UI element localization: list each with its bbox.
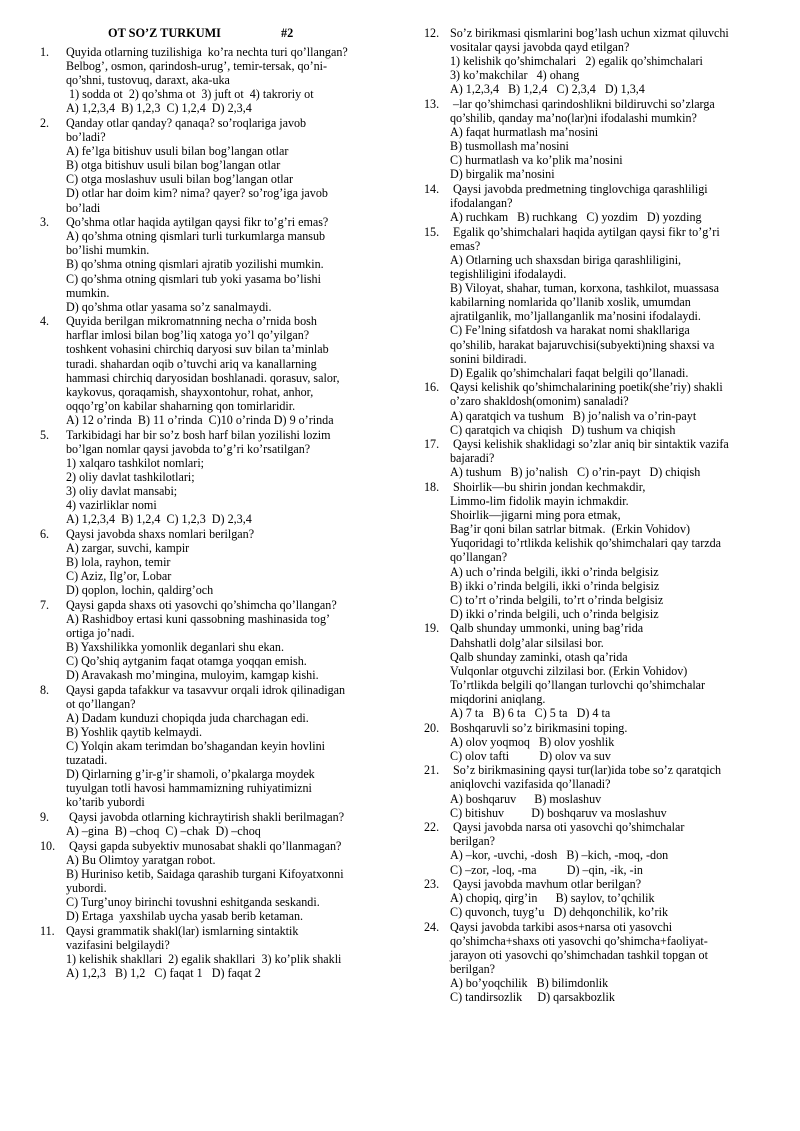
question-text-line: 2) oliy davlat tashkilotlari; (66, 469, 195, 484)
question-text-line: Bag’ir qoni bilan satrlar bitmak. (Erkin Vohidov) (450, 522, 691, 537)
question-text-line: o’zaro shakldosh(omonim) sanaladi? (450, 394, 629, 409)
question-text-line: sonini bildiradi. (450, 351, 527, 366)
question-1 (40, 45, 386, 115)
question-text-line: 1) xalqaro tashkilot nomlari; (66, 455, 205, 470)
question-number: 3. (40, 215, 50, 230)
question-number: 19. (424, 621, 440, 636)
question-text-line: vazifasini belgilaydi? (66, 937, 170, 952)
answer-options-line: B) Viloyat, shahar, tuman, korxona, tashkilot, muassasa (450, 281, 719, 296)
answer-options-line: B) lola, rayhon, temir (66, 554, 171, 569)
answer-options-line: D) otlar har doim kim? nima? qayer? so’rog’iga javob (66, 186, 328, 201)
question-body (66, 527, 386, 597)
question-text-line: qo’llangan? (450, 550, 508, 565)
answer-options-line: C) Aziz, Ilg’or, Lobar (66, 568, 172, 583)
question-19 (424, 621, 776, 720)
question-text-line: berilgan? (450, 962, 495, 977)
answer-options-line: A) –gina B) –choq C) –chak D) –choq (66, 824, 261, 839)
left-question-list (40, 45, 386, 980)
question-2 (40, 116, 386, 215)
question-body (66, 116, 386, 215)
answer-options-line: A) qaratqich va tushum B) jo’nalish va o’rin-payt (450, 408, 697, 423)
question-number: 4. (40, 314, 50, 329)
question-text-line: Qaysi kelishik shaklidagi so’zlar aniq bir sintaktik vazifa (450, 437, 729, 452)
answer-options-line: A) Rashidboy ertasi kuni qassobning mashinasida tog’ (66, 611, 331, 626)
answer-options-line: B) Huriniso ketib, Saidaga qarashib turgani Kifoyatxonni (66, 866, 344, 881)
answer-options-line: C) to’rt o’rinda belgili, to’rt o’rinda belgisiz (450, 592, 664, 607)
question-13 (424, 97, 776, 182)
answer-options-line: D) qo’shma otlar yasama so’z sanalmaydi. (66, 299, 272, 314)
question-text-line: 1) kelishik qo’shimchalari 2) egalik qo’shimchalari (450, 54, 703, 69)
question-text-line: Vulqonlar otguvchi zilzilasi bor. (Erkin Vohidov) (450, 663, 688, 678)
question-text-line: Shoirlik—jigarni ming pora etmak, (450, 508, 621, 523)
question-number: 18. (424, 480, 440, 494)
question-text-line: Qaysi javobda shaxs nomlari berilgan? (66, 526, 255, 541)
question-text-line: emas? (450, 238, 481, 253)
question-body (450, 225, 776, 380)
question-text-line: qo’shilib, qanday ma’no(lar)ni ifodalashi mumkin? (450, 111, 697, 126)
question-body (66, 428, 386, 527)
question-text-line: 1) kelishik shakllari 2) egalik shakllari 3) ko’plik shakli (66, 952, 342, 966)
answer-options-line: A) 7 ta B) 6 ta C) 5 ta D) 4 ta (450, 706, 611, 720)
answer-options-line: C) hurmatlash va ko’plik ma’nosini (450, 153, 623, 168)
question-body (450, 97, 776, 182)
question-text-line: berilgan? (450, 834, 495, 849)
question-number: 20. (424, 720, 440, 735)
answer-options-line: A) faqat hurmatlash ma’nosini (450, 125, 599, 140)
question-16 (424, 380, 776, 436)
question-22 (424, 820, 776, 876)
answer-options-line: A) olov yoqmoq B) olov yoshlik (450, 734, 615, 749)
question-text-line: qo’shilib, harakat bajaruvchisi(subyekti)ning shaxsi va (450, 337, 715, 352)
question-21 (424, 763, 776, 819)
answer-options-line: D) Qirlarning g’ir-g’ir shamoli, o’pkalarga moydek (66, 767, 315, 782)
question-text-line: –lar qo’shimchasi qarindoshlikni bildiruvchi so’zlarga (450, 96, 715, 111)
question-text-line: Qalb shunday ummonki, uning bag’rida (450, 621, 644, 636)
question-text-line: yubordi. (66, 881, 107, 896)
answer-options-line: C) Qo’shiq aytganim faqat otamga yoqqan emish. (66, 654, 307, 669)
question-text-line: Qalb shunday zaminki, otash qa’rida (450, 649, 628, 664)
answer-options-line: A) 1,2,3,4 B) 1,2,4 C) 1,2,3 D) 2,3,4 (66, 512, 252, 527)
question-body (450, 621, 776, 720)
question-body (450, 480, 776, 621)
question-body (450, 437, 776, 479)
answer-options-line: C) Turg’unoy birinchi tovushni eshitganda seskandi. (66, 895, 320, 910)
answer-options-line: B) qo’shma otning qismlari ajratib yozilishi mumkin. (66, 257, 324, 272)
question-text-line: Qaysi gapda shaxs oti yasovchi qo’shimcha qo’llangan? (66, 597, 337, 612)
answer-options-line: B) Yoshlik qaytib kelmaydi. (66, 725, 203, 739)
question-text-line: 3) ko’makchilar 4) ohang (450, 68, 580, 83)
answer-options-line: A) qo’shma otning qismlari turli turkumlarga mansub (66, 229, 326, 244)
question-text-line: aniqlovchi vazifasida qo’llanadi? (450, 777, 611, 792)
question-text-line: Qo’shma otlar haqida aytilgan qaysi fikr to’g’ri emas? (66, 215, 329, 230)
answer-options-line: A) chopiq, qirg’in B) saylov, to’qchilik (450, 891, 655, 906)
question-text-line: mumkin. (66, 285, 110, 300)
question-text-line: So’z birikmasi qismlarini bog’lash uchun xizmat qiluvchi (450, 26, 729, 40)
answer-options-line: A) 1,2,3 B) 1,2 C) faqat 1 D) faqat 2 (66, 966, 261, 981)
question-text-line: Quyida otlarning tuzilishiga ko’ra nechta turi qo’llangan? (66, 45, 348, 59)
question-number: 13. (424, 96, 440, 111)
question-number: 11. (40, 923, 55, 938)
left-column (40, 26, 386, 981)
question-text-line: Qaysi gapda subyektiv munosabat shakli qo’llanmagan? (66, 838, 342, 853)
question-text-line: Qaysi gapda tafakkur va tasavvur orqali idrok qilinadigan (66, 682, 346, 697)
answer-options-line: D) Aravakash mo’mingina, muloyim, kamgap kishi. (66, 668, 319, 683)
question-text-line: Qaysi javobda predmetning tinglovchiga qarashliligi (450, 182, 708, 197)
document-title (108, 26, 386, 41)
question-6 (40, 527, 386, 597)
answer-options-line: D) ikki o’rinda belgili, uch o’rinda belgisiz (450, 606, 659, 621)
question-text-line: qo’shni, tustovuq, daraxt, aka-uka (66, 73, 230, 88)
question-text-line: bo’lishi mumkin. (66, 243, 150, 258)
answer-options-line: C) qo’shma otning qismlari tub yoki yasama bo’lishi (66, 271, 321, 286)
question-text-line: bo’lgan nomlar qaysi javobda to’g’ri ko’rsatilgan? (66, 441, 311, 456)
question-body (66, 215, 386, 314)
question-number: 5. (40, 427, 50, 442)
right-column (424, 26, 776, 1005)
question-text-line: jarayon oti yasovchi qo’shimchadan tashkil topgan ot (450, 948, 708, 963)
question-number: 7. (40, 597, 50, 612)
question-24 (424, 920, 776, 1005)
question-text-line: Limmo-lim fidolik mayin ichmakdir. (450, 494, 629, 509)
answer-options-line: A) 1,2,3,4 B) 1,2,4 C) 2,3,4 D) 1,3,4 (450, 82, 645, 97)
question-text-line: Qaysi kelishik qo’shimchalarining poetik(she’riy) shakli (450, 380, 723, 395)
answer-options-line: C) –zor, -loq, -ma D) –qin, -ik, -in (450, 862, 643, 877)
answer-options-line: A) 12 o’rinda B) 11 o’rinda C)10 o’rinda D) 9 o’rinda (66, 412, 334, 427)
answer-options-line: A) ruchkam B) ruchkang C) yozdim D) yozding (450, 210, 702, 225)
question-number: 14. (424, 182, 440, 197)
question-body (66, 45, 386, 115)
answer-options-line: C) otga moslashuv usuli bilan bog’langan otlar (66, 172, 294, 187)
answer-options-line: C) quvonch, tuyg’u D) dehqonchilik, ko’rik (450, 905, 668, 920)
question-text-line: bo’ladi (66, 200, 101, 215)
answer-options-line: D) qoplon, lochin, qaldirg’och (66, 583, 214, 598)
question-text-line: 4) vazirliklar nomi (66, 498, 157, 512)
question-text-line: Qaysi javobda mavhum otlar berilgan? (450, 877, 642, 892)
question-8 (40, 683, 386, 810)
question-text-line: bajaradi? (450, 451, 495, 466)
question-text-line: Qaysi javobda tarkibi asos+narsa oti yasovchi (450, 919, 673, 934)
answer-options-line: A) boshqaruv B) moslashuv (450, 791, 602, 806)
question-text-line: Qaysi javobda otlarning kichraytirish shakli berilmagan? (66, 810, 345, 825)
answer-options-line: B) tusmollash ma’nosini (450, 139, 569, 154)
question-text-line: hammasi chirchiq daryosidan boshlanadi. qorasuv, salor, (66, 370, 340, 385)
question-text-line: harflar imlosi bilan bog’liq xatoga yo’l qo’yilgan? (66, 328, 310, 343)
question-body (450, 182, 776, 224)
question-text-line: ko’tarib yubordi (66, 795, 145, 810)
question-23 (424, 877, 776, 919)
answer-options-line: C) Fe’lning sifatdosh va harakat nomi shakllariga (450, 323, 690, 338)
question-18 (424, 480, 776, 621)
question-9 (40, 810, 386, 838)
question-text-line: ot qo’llangan? (66, 696, 136, 711)
question-text-line: Qanday otlar qanday? qanaqa? so’roqlariga javob (66, 115, 307, 130)
question-body (450, 26, 776, 96)
question-17 (424, 437, 776, 479)
answer-options-line: A) zargar, suvchi, kampir (66, 540, 190, 555)
question-text-line: ifodalangan? (450, 196, 513, 211)
question-text-line: ortiga jo’nadi. (66, 625, 135, 640)
question-body (450, 877, 776, 919)
question-text-line: Shoirlik—bu shirin jondan kechmakdir, (450, 480, 646, 494)
question-number: 21. (424, 763, 440, 778)
question-number: 15. (424, 224, 440, 239)
answer-options-line: A) bo’yoqchilik B) bilimdonlik (450, 976, 609, 991)
answer-options-line: B) Yaxshilikka yomonlik deganlari shu ekan. (66, 639, 284, 654)
question-body (450, 380, 776, 436)
question-text-line: Dahshatli dolg’alar silsilasi bor. (450, 635, 604, 650)
answer-options-line: D) birgalik ma’nosini (450, 167, 555, 182)
title-text: OT SO’Z TURKUMI (108, 26, 221, 40)
question-15 (424, 225, 776, 380)
question-number: 23. (424, 877, 440, 892)
question-text-line: 3) oliy davlat mansabi; (66, 483, 178, 498)
question-text-line: Yuqoridagi to’rtlikda kelishik qo’shimchalari qay tarzda (450, 536, 722, 551)
answer-options-line: A) tushum B) jo’nalish C) o’rin-payt D) chiqish (450, 465, 701, 480)
answer-options-line: B) ikki o’rinda belgili, ikki o’rinda belgisiz (450, 578, 660, 593)
question-text-line: ajratilganlik, mo’ljallanganlik ma’nosini ifodalaydi. (450, 309, 701, 324)
question-text-line: kabilarning nomlarida qo’llanib xoslik, umumdan (450, 295, 691, 310)
answer-options-line: D) Ertaga yaxshilab uycha yasab berib ketaman. (66, 909, 304, 924)
question-body (66, 839, 386, 924)
question-7 (40, 598, 386, 683)
answer-options-line: A) Otlarning uch shaxsdan biriga qarashliligini, (450, 253, 682, 267)
question-text-line: bo’ladi? (66, 130, 106, 145)
answer-options-line: A) Bu Olimtoy yaratgan robot. (66, 852, 216, 867)
question-body (66, 683, 386, 810)
question-text-line: oqqo’rg’on kabilar shaharning qon tomirlaridir. (66, 398, 296, 413)
question-number: 12. (424, 26, 440, 40)
question-text-line: 1) sodda ot 2) qo’shma ot 3) juft ot 4) takroriy ot (66, 87, 314, 102)
question-text-line: qo’shimcha+shaxs oti yasovchi qo’shimcha+faoliyat- (450, 934, 708, 948)
answer-options-line: C) tandirsozlik D) qarsakbozlik (450, 990, 615, 1005)
question-text-line: Quyida berilgan mikromatnning necha o’rnida bosh (66, 314, 317, 329)
question-text-line: Qaysi javobda narsa oti yasovchi qo’shimchalar (450, 820, 685, 835)
question-body (450, 721, 776, 763)
answer-options-line: A) Dadam kunduzi chopiqda juda charchagan edi. (66, 710, 309, 725)
question-body (450, 763, 776, 819)
answer-options-line: B) otga bitishuv usuli bilan bog’langan otlar (66, 158, 281, 173)
question-text-line: tegishliligini ifodalaydi. (450, 267, 567, 282)
question-body (66, 598, 386, 683)
question-14 (424, 182, 776, 224)
question-3 (40, 215, 386, 314)
question-text-line: Qaysi grammatik shakl(lar) ismlarning sintaktik (66, 923, 299, 938)
question-12 (424, 26, 776, 96)
question-number: 16. (424, 380, 440, 395)
variant-number: #2 (280, 26, 294, 40)
question-body (450, 920, 776, 1005)
question-text-line: tuyulgan totli havosi hammamizning ruhiyatimizni (66, 781, 312, 796)
question-11 (40, 924, 386, 980)
question-text-line: tuzatadi. (66, 753, 108, 768)
question-text-line: To’rtlikda belgili qo’llangan turlovchi qo’shimchalar (450, 677, 706, 692)
question-text-line: So’z birikmasining qaysi tur(lar)ida tobe so’z qaratqich (450, 763, 722, 778)
question-number: 22. (424, 820, 440, 835)
question-text-line: miqdorini aniqlang. (450, 691, 546, 706)
question-number: 2. (40, 115, 50, 130)
question-body (66, 810, 386, 838)
question-number: 9. (40, 810, 50, 825)
question-text-line: Egalik qo’shimchalari haqida aytilgan qaysi fikr to’g’ri (450, 224, 720, 239)
question-number: 8. (40, 682, 50, 697)
answer-options-line: C) olov tafti D) olov va suv (450, 748, 611, 763)
question-10 (40, 839, 386, 924)
answer-options-line: D) Egalik qo’shimchalari faqat belgili qo’llanadi. (450, 365, 689, 380)
question-number: 17. (424, 437, 440, 452)
answer-options-line: A) –kor, -uvchi, -dosh B) –kich, -moq, -don (450, 848, 669, 863)
question-5 (40, 428, 386, 527)
question-number: 24. (424, 919, 440, 934)
question-text-line: vositalar qaysi javobda qayd etilgan? (450, 40, 630, 55)
question-number: 1. (40, 45, 50, 59)
question-text-line: kaykovus, qoraqamish, shayxontohur, rohat, anhor, (66, 384, 314, 399)
question-body (66, 924, 386, 980)
answer-options-line: C) bitishuv D) boshqaruv va moslashuv (450, 805, 667, 820)
answer-options-line: A) 1,2,3,4 B) 1,2,3 C) 1,2,4 D) 2,3,4 (66, 101, 252, 116)
question-body (450, 820, 776, 876)
question-text-line: toshkent vohasini chirchiq daryosi suv bilan ta’minlab (66, 342, 329, 357)
answer-options-line: A) fe’lga bitishuv usuli bilan bog’langan otlar (66, 144, 289, 159)
question-text-line: Belbog’, osmon, qarindosh-urug’, temir-tersak, qo’ni- (66, 59, 328, 74)
answer-options-line: A) uch o’rinda belgili, ikki o’rinda belgisiz (450, 564, 659, 579)
question-20 (424, 721, 776, 763)
answer-options-line: C) qaratqich va chiqish D) tushum va chiqish (450, 422, 676, 437)
question-text-line: turadi. shahardan oqib o’tuvchi ariq va kanallarning (66, 356, 317, 371)
question-text-line: Boshqaruvli so’z birikmasini toping. (450, 720, 628, 735)
answer-options-line: C) Yolqin akam terimdan bo’shagandan keyin hovlini (66, 739, 325, 754)
question-text-line: Tarkibidagi har bir so’z bosh harf bilan yozilishi lozim (66, 427, 331, 442)
question-number: 10. (40, 838, 56, 853)
question-4 (40, 314, 386, 427)
question-number: 6. (40, 526, 50, 541)
right-question-list (424, 26, 776, 1004)
question-body (66, 314, 386, 427)
